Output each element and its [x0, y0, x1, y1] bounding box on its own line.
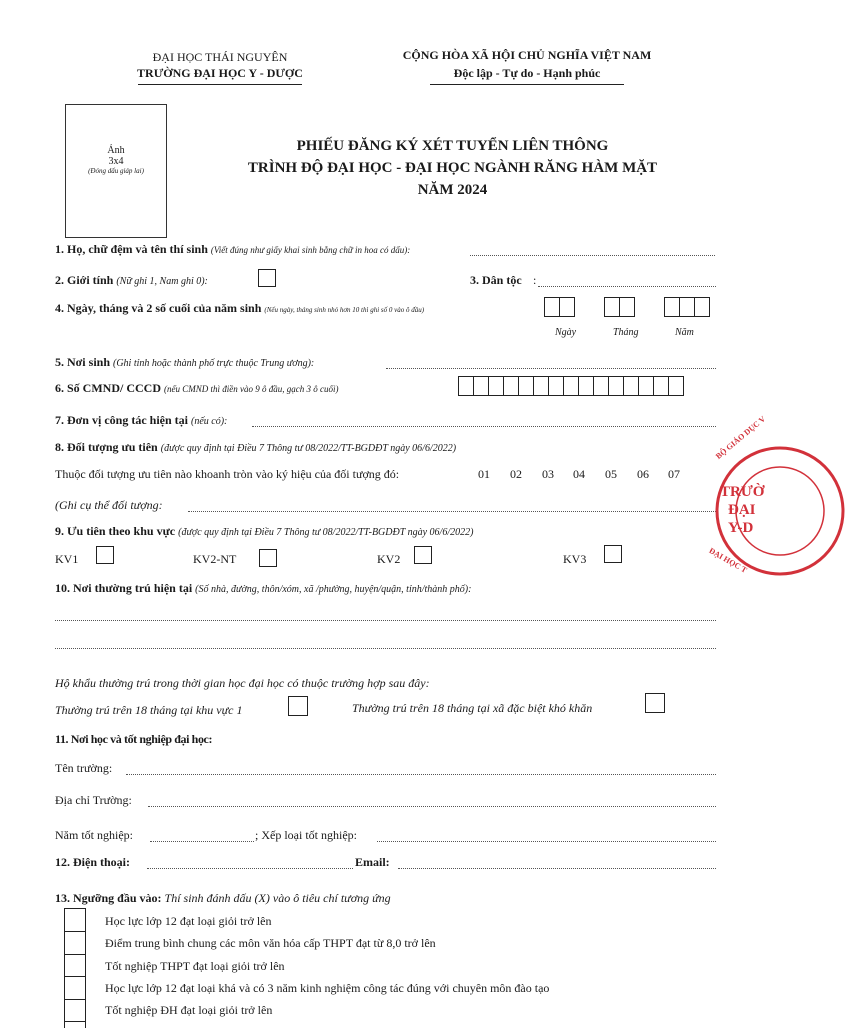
kv1-checkbox[interactable] — [96, 546, 114, 564]
photo-size: 3x4 — [108, 156, 124, 167]
field-2-label: 2. Giới tính — [55, 273, 114, 287]
priority-code-06[interactable]: 06 — [637, 467, 649, 481]
address-line-1[interactable] — [55, 620, 716, 621]
criteria-4: Học lực lớp 12 đạt loại khá và có 3 năm kinh nghiệm công tác đúng với chuyên môn đào tạo — [105, 981, 550, 995]
school-name-input[interactable] — [126, 774, 716, 775]
criteria-2: Điểm trung bình chung các môn văn hóa cấp THPT đạt từ 8,0 trở lên — [105, 936, 436, 950]
criteria-5: Tốt nghiệp ĐH đạt loại giỏi trở lên — [105, 1003, 273, 1017]
household-kv1-label: Thường trú trên 18 tháng tại khu vực 1 — [55, 703, 243, 717]
workplace-input[interactable] — [252, 426, 716, 427]
priority-code-01[interactable]: 01 — [478, 467, 490, 481]
field-7 — [55, 413, 227, 428]
household-question: Hộ khẩu thường trú trong thời gian học đại học có thuộc trường hợp sau đây: — [55, 676, 430, 690]
stamp-ring-bottom: ĐẠI HỌC T — [707, 546, 749, 575]
field-9 — [55, 524, 473, 539]
email-label: Email: — [355, 855, 390, 869]
ethnicity-input[interactable] — [538, 286, 716, 287]
priority-code-07[interactable]: 07 — [668, 467, 680, 481]
dob-day-cells[interactable] — [544, 297, 574, 322]
kv3-label: KV3 — [563, 552, 587, 566]
criteria-1: Học lực lớp 12 đạt loại giỏi trở lên — [105, 914, 272, 928]
field-3-label: 3. Dân tộc — [470, 273, 522, 287]
address-line-2[interactable] — [55, 648, 716, 649]
field-5-note: (Ghi tỉnh hoặc thành phố trực thuộc Trung ương): — [113, 358, 315, 369]
grade-input[interactable] — [377, 841, 716, 842]
kv1-label: KV1 — [55, 552, 79, 566]
field-10-label: 10. Nơi thường trú hiện tại — [55, 581, 193, 595]
field-1 — [55, 242, 410, 257]
field-4-note: (Nếu ngày, tháng sinh nhỏ hơn 10 thì ghi số 0 vào ô đầu) — [264, 306, 425, 314]
day-label: Ngày — [555, 327, 577, 338]
year-label: Năm — [675, 327, 694, 338]
priority-code-02[interactable]: 02 — [510, 467, 522, 481]
field-10-note: (Số nhà, đường, thôn/xóm, xã /phường, huyện/quận, tỉnh/thành phố): — [195, 584, 472, 595]
field-6-note: (nếu CMND thì điền vào 9 ô đầu, gạch 3 ô cuối) — [164, 384, 339, 394]
grad-year-label: Năm tốt nghiệp: — [55, 828, 133, 842]
kv2nt-checkbox[interactable] — [259, 549, 277, 567]
field-7-note: (nếu có): — [190, 416, 228, 427]
field-8-label: 8. Đối tượng ưu tiên — [55, 440, 158, 454]
stamp-line-1: TRƯỜ — [720, 484, 765, 500]
field-7-label: 7. Đơn vị công tác hiện tại — [55, 413, 188, 427]
criteria-checkbox-3[interactable] — [64, 954, 86, 976]
field-2 — [55, 273, 208, 288]
field-2-note: (Nữ ghi 1, Nam ghi 0): — [116, 276, 208, 287]
field-4-label: 4. Ngày, tháng và 2 số cuối của năm sinh — [55, 301, 262, 315]
kv2-label: KV2 — [377, 552, 401, 566]
field-6-label: 6. Số CMND/ CCCD — [55, 381, 161, 395]
criteria-checkbox-1[interactable] — [64, 908, 86, 931]
nation-title: CỘNG HÒA XÃ HỘI CHỦ NGHĨA VIỆT NAM — [402, 48, 652, 62]
field-8-note: (được quy định tại Điều 7 Thông tư 08/2022/TT-BGDĐT ngày 06/6/2022) — [160, 443, 457, 454]
birthplace-input[interactable] — [386, 368, 716, 369]
priority-code-03[interactable]: 03 — [542, 467, 554, 481]
motto-underline — [430, 84, 624, 85]
form-title-3: NĂM 2024 — [417, 182, 488, 198]
school-address-label: Địa chỉ Trường: — [55, 793, 132, 807]
household-kv1-checkbox[interactable] — [288, 696, 308, 716]
phone-input[interactable] — [147, 868, 353, 869]
school-name: TRƯỜNG ĐẠI HỌC Y - DƯỢC — [137, 66, 303, 80]
dob-month-cells[interactable] — [604, 297, 634, 322]
university-name: ĐẠI HỌC THÁI NGUYÊN — [152, 50, 288, 64]
field-13-label: 13. Ngưỡng đầu vào: — [55, 891, 162, 905]
field-1-label: 1. Họ, chữ đệm và tên thí sinh — [55, 242, 208, 256]
field-9-label: 9. Ưu tiên theo khu vực — [55, 524, 176, 538]
criteria-checkbox-4[interactable] — [64, 976, 86, 999]
field-8 — [55, 440, 456, 455]
gender-box[interactable] — [258, 269, 276, 287]
photo-label: Ảnh — [107, 145, 125, 156]
photo-box — [65, 104, 167, 238]
criteria-checkbox-2[interactable] — [64, 931, 86, 954]
field-10 — [55, 581, 471, 596]
priority-specify-label: (Ghi cụ thể đối tượng: — [55, 498, 163, 512]
email-input[interactable] — [398, 868, 716, 869]
official-stamp — [698, 414, 768, 580]
stamp-line-2: ĐẠI — [728, 502, 756, 518]
priority-code-04[interactable]: 04 — [573, 467, 585, 481]
phone-label: 12. Điện thoại: — [55, 855, 130, 869]
field-6 — [55, 381, 338, 396]
kv3-checkbox[interactable] — [604, 545, 622, 563]
priority-specify-input[interactable] — [188, 511, 716, 512]
motto: Độc lập - Tự do - Hạnh phúc — [453, 66, 601, 80]
form-title-1: PHIẾU ĐĂNG KÝ XÉT TUYỂN LIÊN THÔNG — [296, 138, 609, 154]
form-title-2: TRÌNH ĐỘ ĐẠI HỌC - ĐẠI HỌC NGÀNH RĂNG HÀM MẶT — [247, 160, 658, 176]
field-11-label: 11. Nơi học và tốt nghiệp đại học: — [55, 732, 213, 746]
field-4 — [55, 301, 424, 316]
grad-year-input[interactable] — [150, 841, 254, 842]
stamp-line-3: Y-D — [728, 520, 754, 536]
priority-code-05[interactable]: 05 — [605, 467, 617, 481]
criteria-checkbox-5[interactable] — [64, 999, 86, 1021]
school-address-input[interactable] — [148, 806, 716, 807]
dob-year-cells[interactable] — [664, 297, 709, 322]
stamp-ring-top: BỘ GIÁO DỤC V — [714, 414, 768, 461]
kv2nt-label: KV2-NT — [193, 552, 237, 566]
month-label: Tháng — [613, 327, 639, 338]
field-5-label: 5. Nơi sinh — [55, 355, 110, 369]
field-9-note: (được quy định tại Điều 7 Thông tư 08/2022/TT-BGDĐT ngày 06/6/2022) — [178, 527, 474, 538]
photo-note: (Đóng dấu giáp lai) — [88, 167, 144, 175]
field-13 — [55, 891, 391, 906]
household-special-checkbox[interactable] — [645, 693, 665, 713]
kv2-checkbox[interactable] — [414, 546, 432, 564]
priority-line: Thuộc đối tượng ưu tiên nào khoanh tròn vào ký hiệu của đối tượng đó: — [55, 467, 400, 481]
household-special-label: Thường trú trên 18 tháng tại xã đặc biệt khó khăn — [352, 701, 593, 715]
field-1-note: (Viết đúng như giấy khai sinh bằng chữ in hoa có dấu): — [210, 245, 411, 255]
field-13-note: Thí sinh đánh dấu (X) vào ô tiêu chí tương ứng — [164, 891, 391, 905]
grade-label: ; Xếp loại tốt nghiệp: — [255, 828, 357, 842]
field-5 — [55, 355, 314, 370]
name-input[interactable] — [470, 255, 715, 256]
school-name-label: Tên trường: — [55, 761, 113, 775]
criteria-3: Tốt nghiệp THPT đạt loại giỏi trở lên — [105, 959, 285, 973]
school-underline — [138, 84, 302, 85]
id-number-cells[interactable] — [458, 376, 683, 401]
